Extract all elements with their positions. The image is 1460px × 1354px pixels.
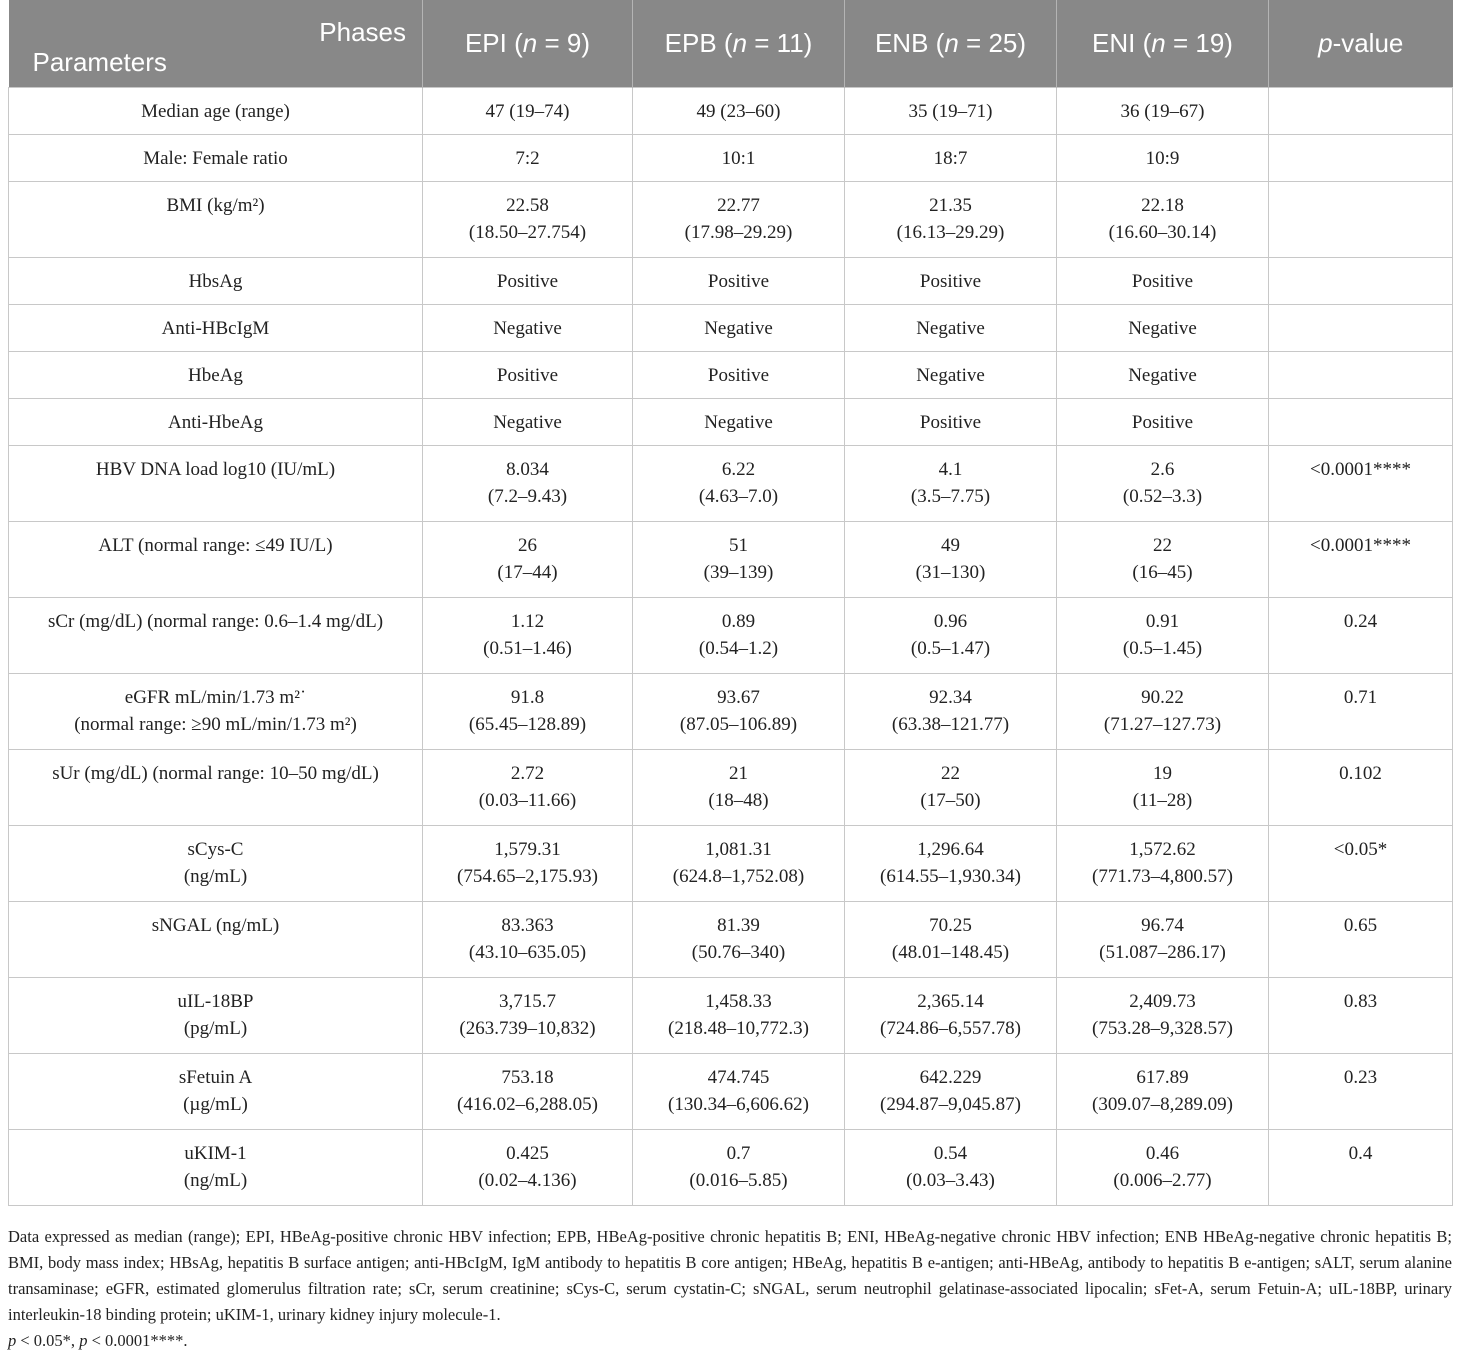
col-name: EPB bbox=[664, 28, 717, 58]
cell-median: Positive bbox=[496, 271, 559, 292]
value-cell bbox=[633, 978, 845, 1054]
cell-range: (0.51–1.46) bbox=[483, 638, 572, 659]
value-cell bbox=[1057, 88, 1269, 135]
p-value-cell bbox=[1269, 352, 1453, 399]
cell-median: 8.034 bbox=[506, 459, 549, 480]
cell-range: (0.03–11.66) bbox=[478, 790, 577, 811]
table-row bbox=[9, 305, 1453, 352]
value-cell bbox=[633, 522, 845, 598]
col-n-label: n bbox=[1151, 28, 1166, 58]
cell-median: 2.6 bbox=[1150, 459, 1175, 480]
col-n-label: n bbox=[944, 28, 959, 58]
value-cell bbox=[423, 750, 633, 826]
value-cell bbox=[1057, 1054, 1269, 1130]
value-cell bbox=[633, 598, 845, 674]
param-label-line2: (ng/mL) bbox=[183, 866, 248, 887]
value-cell bbox=[423, 88, 633, 135]
cell-median: 51 bbox=[729, 535, 748, 556]
value-cell bbox=[1057, 399, 1269, 446]
cell-range: (771.73–4,800.57) bbox=[1092, 866, 1233, 887]
p-value-cell bbox=[1269, 88, 1453, 135]
p-value-cell bbox=[1269, 674, 1453, 750]
cell-range: (0.02–4.136) bbox=[478, 1170, 577, 1191]
value-cell bbox=[423, 305, 633, 352]
p-value: <0.05* bbox=[1333, 839, 1388, 860]
sig1-rest: < 0.05*, bbox=[16, 1331, 80, 1350]
cell-range: (11–28) bbox=[1132, 790, 1193, 811]
cell-range: (43.10–635.05) bbox=[468, 942, 587, 963]
cell-range: (4.63–7.0) bbox=[698, 486, 779, 507]
cell-median: Positive bbox=[919, 271, 982, 292]
param-label: HBV DNA load log10 (IU/mL) bbox=[95, 459, 336, 480]
cell-median: 1,296.64 bbox=[917, 839, 984, 860]
p-value-cell bbox=[1269, 826, 1453, 902]
cell-range: (0.54–1.2) bbox=[698, 638, 779, 659]
value-cell bbox=[845, 978, 1057, 1054]
cell-median: Negative bbox=[704, 318, 773, 339]
p-value-cell bbox=[1269, 446, 1453, 522]
value-cell bbox=[423, 1130, 633, 1206]
p-value: 0.24 bbox=[1343, 611, 1378, 632]
value-cell bbox=[1057, 978, 1269, 1054]
value-cell bbox=[845, 135, 1057, 182]
cell-median: 1,458.33 bbox=[705, 991, 772, 1012]
value-cell bbox=[633, 1130, 845, 1206]
cell-median: 35 (19–71) bbox=[908, 101, 993, 122]
table-row bbox=[9, 446, 1453, 522]
parameters-label: Parameters bbox=[32, 47, 167, 77]
header-col-epi: EPI (n = 9) bbox=[423, 0, 633, 88]
cell-range: (31–130) bbox=[915, 562, 986, 583]
value-cell bbox=[633, 135, 845, 182]
col-n-value: = 19 bbox=[1172, 28, 1225, 58]
cell-range: (71.27–127.73) bbox=[1103, 714, 1222, 735]
value-cell bbox=[845, 399, 1057, 446]
value-cell bbox=[423, 446, 633, 522]
cell-range: (416.02–6,288.05) bbox=[457, 1094, 598, 1115]
param-cell bbox=[9, 135, 423, 182]
value-cell bbox=[633, 826, 845, 902]
cell-median: 1,572.62 bbox=[1129, 839, 1196, 860]
param-cell bbox=[9, 902, 423, 978]
param-cell bbox=[9, 522, 423, 598]
footnote-significance bbox=[8, 1328, 1452, 1354]
table-row bbox=[9, 598, 1453, 674]
value-cell bbox=[423, 182, 633, 258]
cell-range: (130.34–6,606.62) bbox=[668, 1094, 809, 1115]
cell-median: Positive bbox=[496, 365, 559, 386]
param-label: uIL-18BP bbox=[177, 991, 254, 1012]
cell-range: (63.38–121.77) bbox=[891, 714, 1010, 735]
cell-median: 0.89 bbox=[721, 611, 756, 632]
param-cell bbox=[9, 750, 423, 826]
cell-median: 96.74 bbox=[1141, 915, 1184, 936]
phases-label: Phases bbox=[319, 17, 406, 47]
param-label: sNGAL (ng/mL) bbox=[151, 915, 280, 936]
sig2-p: p bbox=[79, 1331, 88, 1350]
cell-range: (0.5–1.47) bbox=[910, 638, 991, 659]
cell-range: (0.5–1.45) bbox=[1122, 638, 1203, 659]
p-value: 0.71 bbox=[1343, 687, 1378, 708]
cell-median: Negative bbox=[493, 412, 562, 433]
param-label: sUr (mg/dL) (normal range: 10–50 mg/dL) bbox=[52, 763, 379, 784]
value-cell bbox=[845, 522, 1057, 598]
cell-range: (294.87–9,045.87) bbox=[880, 1094, 1021, 1115]
table-row bbox=[9, 1054, 1453, 1130]
cell-range: (18.50–27.754) bbox=[468, 222, 587, 243]
value-cell bbox=[1057, 902, 1269, 978]
p-value: 0.102 bbox=[1339, 763, 1382, 784]
p-value-cell bbox=[1269, 598, 1453, 674]
p-value-cell bbox=[1269, 135, 1453, 182]
col-n-value: = 11 bbox=[754, 28, 804, 58]
cell-median: Positive bbox=[1131, 412, 1194, 433]
cell-median: 2.72 bbox=[510, 763, 545, 784]
value-cell bbox=[423, 674, 633, 750]
value-cell bbox=[845, 674, 1057, 750]
value-cell bbox=[423, 352, 633, 399]
cell-range: (0.016–5.85) bbox=[689, 1170, 788, 1191]
param-cell bbox=[9, 674, 423, 750]
cell-median: 6.22 bbox=[721, 459, 756, 480]
param-label: HbeAg bbox=[188, 365, 243, 386]
param-cell bbox=[9, 598, 423, 674]
cell-median: 10:9 bbox=[1145, 148, 1180, 169]
param-label-line2: (normal range: ≥90 mL/min/1.73 m²) bbox=[74, 714, 357, 735]
p-value: 0.4 bbox=[1348, 1143, 1373, 1164]
cell-range: (17–44) bbox=[497, 562, 558, 583]
value-cell bbox=[423, 978, 633, 1054]
cell-range: (87.05–106.89) bbox=[679, 714, 798, 735]
param-label-line2: (µg/mL) bbox=[183, 1094, 248, 1115]
cell-range: (7.2–9.43) bbox=[487, 486, 568, 507]
cell-range: (18–48) bbox=[708, 790, 769, 811]
cell-median: 1,579.31 bbox=[494, 839, 561, 860]
param-cell bbox=[9, 258, 423, 305]
param-label: Anti-HBcIgM bbox=[161, 318, 270, 339]
value-cell bbox=[1057, 598, 1269, 674]
cell-median: Negative bbox=[916, 318, 985, 339]
value-cell bbox=[845, 446, 1057, 522]
cell-median: 4.1 bbox=[938, 459, 963, 480]
cell-median: 0.7 bbox=[726, 1143, 751, 1164]
cell-median: 642.229 bbox=[919, 1067, 982, 1088]
p-value-cell bbox=[1269, 1130, 1453, 1206]
col-n-label: n bbox=[522, 28, 538, 58]
cell-median: 22 bbox=[1153, 535, 1172, 556]
value-cell bbox=[845, 826, 1057, 902]
value-cell bbox=[1057, 522, 1269, 598]
cell-median: 21.35 bbox=[929, 195, 972, 216]
p-value: 0.23 bbox=[1343, 1067, 1378, 1088]
cell-median: 19 bbox=[1153, 763, 1172, 784]
cell-median: Negative bbox=[916, 365, 985, 386]
cell-range: (624.8–1,752.08) bbox=[672, 866, 805, 887]
p-value-cell bbox=[1269, 305, 1453, 352]
cell-median: Negative bbox=[493, 318, 562, 339]
table-footnote bbox=[8, 1224, 1452, 1354]
cell-median: Negative bbox=[704, 412, 773, 433]
param-cell bbox=[9, 978, 423, 1054]
value-cell bbox=[1057, 446, 1269, 522]
cell-median: 22.58 bbox=[506, 195, 549, 216]
param-label: BMI (kg/m²) bbox=[166, 195, 265, 216]
param-label-line2: (pg/mL) bbox=[183, 1018, 248, 1039]
cell-median: 90.22 bbox=[1141, 687, 1184, 708]
table-row bbox=[9, 352, 1453, 399]
cell-median: Negative bbox=[1128, 318, 1197, 339]
param-cell bbox=[9, 399, 423, 446]
p-value-cell bbox=[1269, 978, 1453, 1054]
table-row bbox=[9, 978, 1453, 1054]
value-cell bbox=[633, 182, 845, 258]
cell-median: 0.54 bbox=[933, 1143, 968, 1164]
cell-median: 1.12 bbox=[510, 611, 545, 632]
cell-median: 10:1 bbox=[721, 148, 756, 169]
value-cell bbox=[845, 258, 1057, 305]
param-label: sCr (mg/dL) (normal range: 0.6–1.4 mg/dL) bbox=[47, 611, 384, 632]
cell-median: 36 (19–67) bbox=[1120, 101, 1205, 122]
cell-median: 49 bbox=[941, 535, 960, 556]
cell-median: 81.39 bbox=[717, 915, 760, 936]
p-value-cell bbox=[1269, 522, 1453, 598]
cell-range: (3.5–7.75) bbox=[910, 486, 991, 507]
table-row bbox=[9, 902, 1453, 978]
param-cell bbox=[9, 1130, 423, 1206]
value-cell bbox=[423, 522, 633, 598]
table-body bbox=[9, 88, 1453, 1206]
cell-median: 18:7 bbox=[933, 148, 968, 169]
cell-median: 83.363 bbox=[501, 915, 554, 936]
cell-range: (218.48–10,772.3) bbox=[668, 1018, 809, 1039]
value-cell bbox=[1057, 135, 1269, 182]
col-n-label: n bbox=[732, 28, 748, 58]
cell-range: (753.28–9,328.57) bbox=[1092, 1018, 1233, 1039]
cell-range: (0.006–2.77) bbox=[1113, 1170, 1212, 1191]
cell-range: (50.76–340) bbox=[691, 942, 786, 963]
value-cell bbox=[1057, 258, 1269, 305]
value-cell bbox=[633, 674, 845, 750]
value-cell bbox=[845, 902, 1057, 978]
value-cell bbox=[845, 305, 1057, 352]
table-row bbox=[9, 674, 1453, 750]
cell-range: (0.03–3.43) bbox=[906, 1170, 995, 1191]
data-table bbox=[8, 0, 1453, 1206]
cell-range: (39–139) bbox=[703, 562, 774, 583]
value-cell bbox=[633, 750, 845, 826]
param-label-line2: (ng/mL) bbox=[183, 1170, 248, 1191]
cell-median: 7:2 bbox=[515, 148, 540, 169]
table-row bbox=[9, 182, 1453, 258]
header-col-enb: ENB (n = 25) bbox=[845, 0, 1057, 88]
p-value-cell bbox=[1269, 258, 1453, 305]
cell-median: 1,081.31 bbox=[705, 839, 772, 860]
cell-median: 2,365.14 bbox=[917, 991, 984, 1012]
table-row bbox=[9, 258, 1453, 305]
cell-median: 91.8 bbox=[510, 687, 545, 708]
p-value-cell bbox=[1269, 399, 1453, 446]
header-col-epb: EPB (n = 11) bbox=[633, 0, 845, 88]
cell-median: 22.77 bbox=[717, 195, 760, 216]
cell-median: 617.89 bbox=[1136, 1067, 1189, 1088]
value-cell bbox=[845, 1054, 1057, 1130]
value-cell bbox=[1057, 1130, 1269, 1206]
footnote-text: Data expressed as median (range); EPI, HBeAg-positive chronic HBV infection; EPB, HBeAg-positive chronic hepatitis B; ENI, HBeAg-negative chronic HBV infection; ENB HBeAg-negative chronic hepatitis B; BMI, body mass index; HBsAg, hepatitis B surface antigen; anti-HBcIgM, IgM antibody to hepatitis B core antigen; HBeAg, hepatitis B e-antigen; anti-HBeAg, antibody to hepatitis B e-antigen; sALT, serum alanine transaminase; eGFR, estimated glomerulus filtration rate; sCr, serum creatinine; sCys-C, serum cystatin-C; sNGAL, serum neutrophil gelatinase-associated lipocalin; sFet-A, serum Fetuin-A; uIL-18BP, urinary interleukin-18 binding protein; uKIM-1, urinary kidney injury molecule-1. bbox=[8, 1227, 1452, 1324]
col-n-value: = 9 bbox=[544, 28, 582, 58]
cell-median: 0.46 bbox=[1145, 1143, 1180, 1164]
value-cell bbox=[633, 446, 845, 522]
value-cell bbox=[1057, 826, 1269, 902]
param-label: eGFR mL/min/1.73 m²˙ bbox=[124, 687, 307, 708]
table-row bbox=[9, 750, 1453, 826]
param-label: Male: Female ratio bbox=[143, 148, 288, 169]
param-label: uKIM-1 bbox=[184, 1143, 247, 1164]
value-cell bbox=[1057, 352, 1269, 399]
value-cell bbox=[633, 399, 845, 446]
value-cell bbox=[1057, 674, 1269, 750]
cell-range: (16–45) bbox=[1132, 562, 1193, 583]
cell-median: 0.425 bbox=[506, 1143, 549, 1164]
cell-range: (65.45–128.89) bbox=[468, 714, 587, 735]
cell-median: Positive bbox=[919, 412, 982, 433]
cell-range: (724.86–6,557.78) bbox=[880, 1018, 1021, 1039]
table-row bbox=[9, 88, 1453, 135]
param-cell bbox=[9, 182, 423, 258]
cell-median: Positive bbox=[707, 271, 770, 292]
value-cell bbox=[1057, 750, 1269, 826]
cell-median: 0.96 bbox=[933, 611, 968, 632]
cell-median: Positive bbox=[707, 365, 770, 386]
value-cell bbox=[633, 88, 845, 135]
value-cell bbox=[633, 305, 845, 352]
table-row bbox=[9, 135, 1453, 182]
cell-median: 2,409.73 bbox=[1129, 991, 1196, 1012]
p-value: <0.0001**** bbox=[1310, 459, 1411, 480]
cell-median: 753.18 bbox=[501, 1067, 554, 1088]
param-label: sFetuin A bbox=[178, 1067, 253, 1088]
col-name: EPI bbox=[464, 28, 507, 58]
header-corner-cell bbox=[9, 0, 423, 88]
cell-median: 474.745 bbox=[707, 1067, 770, 1088]
p-value: <0.0001**** bbox=[1310, 535, 1411, 556]
value-cell bbox=[845, 88, 1057, 135]
table-row bbox=[9, 399, 1453, 446]
cell-range: (0.52–3.3) bbox=[1122, 486, 1203, 507]
value-cell bbox=[845, 750, 1057, 826]
value-cell bbox=[845, 352, 1057, 399]
p-suffix: -value bbox=[1332, 28, 1404, 58]
cell-median: 93.67 bbox=[717, 687, 760, 708]
cell-range: (48.01–148.45) bbox=[891, 942, 1010, 963]
cell-range: (17–50) bbox=[920, 790, 981, 811]
p-value-cell bbox=[1269, 182, 1453, 258]
cell-median: Negative bbox=[1128, 365, 1197, 386]
cell-median: 21 bbox=[729, 763, 748, 784]
p-value-cell bbox=[1269, 902, 1453, 978]
value-cell bbox=[845, 1130, 1057, 1206]
cell-median: 22.18 bbox=[1141, 195, 1184, 216]
col-name: ENB bbox=[874, 28, 929, 58]
cell-median: 92.34 bbox=[929, 687, 972, 708]
param-cell bbox=[9, 305, 423, 352]
param-label: sCys-C bbox=[187, 839, 244, 860]
cell-median: 70.25 bbox=[929, 915, 972, 936]
p-value-cell bbox=[1269, 1054, 1453, 1130]
cell-range: (16.60–30.14) bbox=[1108, 222, 1217, 243]
cell-range: (309.07–8,289.09) bbox=[1092, 1094, 1233, 1115]
value-cell bbox=[633, 902, 845, 978]
value-cell bbox=[423, 598, 633, 674]
value-cell bbox=[423, 826, 633, 902]
cell-range: (263.739–10,832) bbox=[459, 1018, 596, 1039]
param-label: Anti-HbeAg bbox=[168, 412, 263, 433]
cell-median: Positive bbox=[1131, 271, 1194, 292]
sig2-rest: < 0.0001****. bbox=[87, 1331, 188, 1350]
value-cell bbox=[845, 598, 1057, 674]
cell-median: 3,715.7 bbox=[499, 991, 556, 1012]
param-cell bbox=[9, 826, 423, 902]
cell-median: 22 bbox=[941, 763, 960, 784]
value-cell bbox=[423, 1054, 633, 1130]
param-cell bbox=[9, 446, 423, 522]
param-cell bbox=[9, 352, 423, 399]
cell-median: 47 (19–74) bbox=[485, 101, 570, 122]
value-cell bbox=[1057, 305, 1269, 352]
cell-range: (614.55–1,930.34) bbox=[880, 866, 1021, 887]
value-cell bbox=[423, 135, 633, 182]
table-row bbox=[9, 522, 1453, 598]
table-container bbox=[8, 0, 1452, 1206]
cell-range: (17.98–29.29) bbox=[684, 222, 793, 243]
header-col-eni: ENI (n = 19) bbox=[1057, 0, 1269, 88]
header-row bbox=[9, 0, 1453, 88]
value-cell bbox=[845, 182, 1057, 258]
table-row bbox=[9, 826, 1453, 902]
cell-range: (16.13–29.29) bbox=[896, 222, 1005, 243]
header-col-p-value bbox=[1269, 0, 1453, 88]
p-value-cell bbox=[1269, 750, 1453, 826]
param-cell bbox=[9, 88, 423, 135]
value-cell bbox=[1057, 182, 1269, 258]
cell-range: (754.65–2,175.93) bbox=[457, 866, 598, 887]
value-cell bbox=[633, 1054, 845, 1130]
cell-median: 0.91 bbox=[1145, 611, 1180, 632]
cell-median: 49 (23–60) bbox=[696, 101, 781, 122]
col-name: ENI bbox=[1092, 28, 1136, 58]
p-prefix: p bbox=[1318, 28, 1333, 58]
p-value: 0.65 bbox=[1343, 915, 1378, 936]
value-cell bbox=[423, 399, 633, 446]
param-cell bbox=[9, 1054, 423, 1130]
table-row bbox=[9, 1130, 1453, 1206]
value-cell bbox=[423, 902, 633, 978]
value-cell bbox=[633, 258, 845, 305]
param-label: ALT (normal range: ≤49 IU/L) bbox=[98, 535, 333, 556]
p-value: 0.83 bbox=[1343, 991, 1378, 1012]
sig1-p: p bbox=[8, 1331, 17, 1350]
value-cell bbox=[633, 352, 845, 399]
param-label: Median age (range) bbox=[141, 101, 290, 122]
param-label: HbsAg bbox=[188, 271, 243, 292]
col-n-value: = 25 bbox=[966, 28, 1018, 58]
cell-median: 26 bbox=[518, 535, 537, 556]
cell-range: (51.087–286.17) bbox=[1099, 942, 1226, 963]
value-cell bbox=[423, 258, 633, 305]
